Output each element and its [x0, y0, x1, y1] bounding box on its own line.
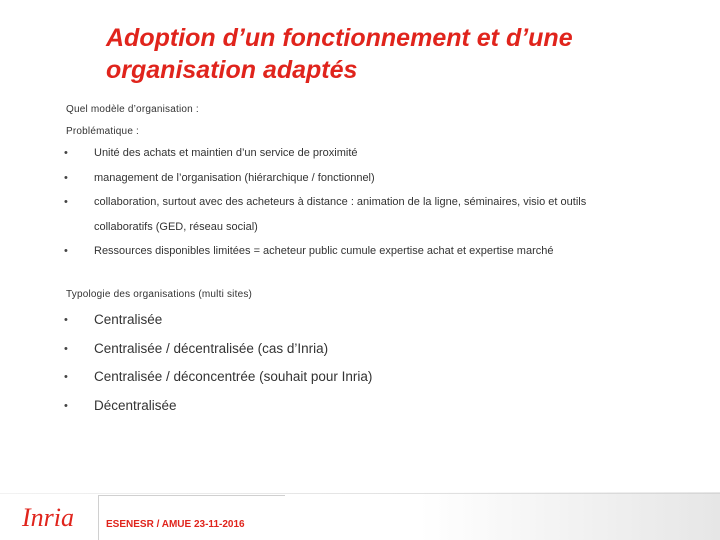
- problematique-item: Unité des achats et maintien d’un service de proximité: [94, 147, 358, 159]
- typologie-item: Centralisée / décentralisée (cas d’Inria): [94, 341, 329, 356]
- footer-text: ESENESR / AMUE 23-11-2016: [106, 519, 245, 530]
- problematique-label: Problématique :: [66, 126, 140, 137]
- bullet: •: [64, 400, 68, 412]
- slide-title-line-2: organisation adaptés: [106, 56, 358, 84]
- bullet: •: [64, 371, 68, 383]
- slide-title: [106, 22, 686, 86]
- slide-title-line-1: Adoption d’un fonctionnement et d’une: [106, 24, 573, 52]
- bullet: •: [64, 245, 68, 257]
- bullet: •: [64, 172, 68, 184]
- problematique-item-continuation: collaboratifs (GED, réseau social): [94, 221, 258, 233]
- bullet: •: [64, 196, 68, 208]
- bullet: •: [64, 314, 68, 326]
- inria-logo-text: Inria: [22, 503, 74, 532]
- typologie-item: Centralisée: [94, 312, 163, 327]
- typologie-item: Décentralisée: [94, 398, 177, 413]
- problematique-item: collaboration, surtout avec des acheteurs à distance : animation de la ligne, séminaires, visio et outils: [94, 196, 587, 208]
- footer-divider: [0, 493, 720, 494]
- footer-box: [98, 495, 285, 540]
- problematique-item: Ressources disponibles limitées = acheteur public cumule expertise achat et expertise marché: [94, 245, 554, 257]
- typologie-item: Centralisée / déconcentrée (souhait pour Inria): [94, 369, 373, 384]
- inria-logo: [18, 500, 98, 534]
- bullet: •: [64, 147, 68, 159]
- footer-gradient: [420, 492, 720, 540]
- problematique-item: management de l’organisation (hiérarchique / fonctionnel): [94, 172, 375, 184]
- typologie-label: Typologie des organisations (multi sites): [66, 289, 253, 300]
- inria-logo-icon: [18, 500, 98, 534]
- question-label: Quel modèle d’organisation :: [66, 104, 199, 115]
- bullet: •: [64, 343, 68, 355]
